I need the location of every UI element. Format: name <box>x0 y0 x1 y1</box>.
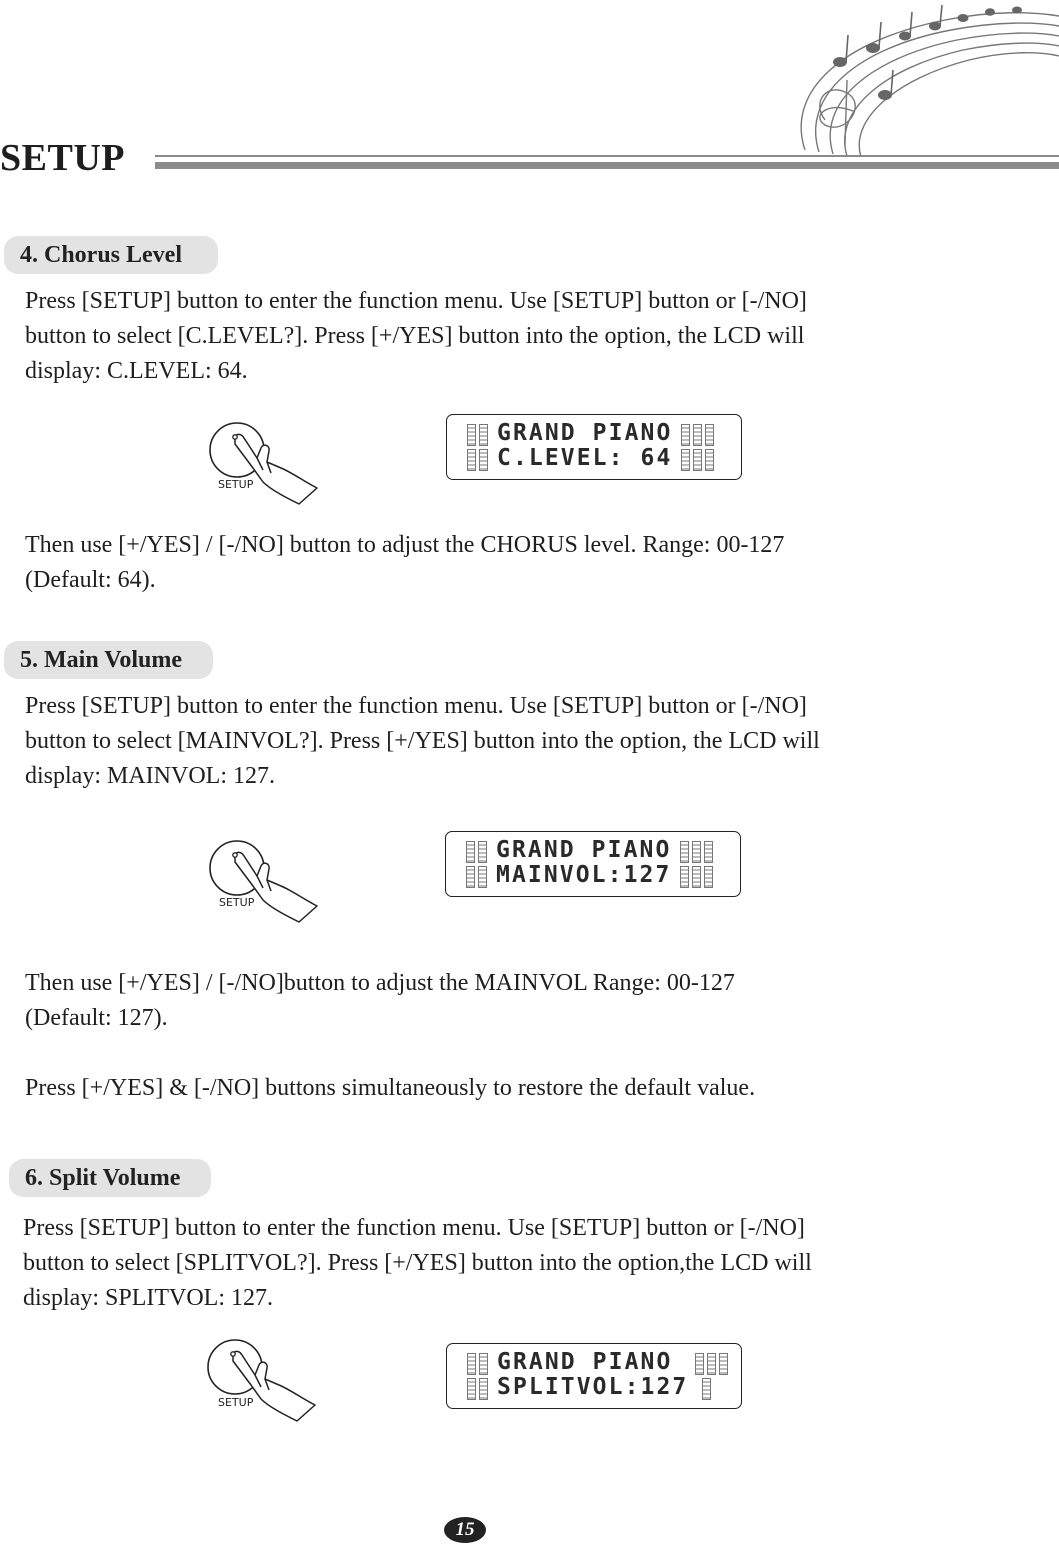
title-rule-thick <box>155 162 1059 169</box>
section-heading-split-volume: 6. Split Volume <box>9 1159 211 1197</box>
paragraph-line: Then use [+/YES] / [-/NO] button to adjust the CHORUS level. Range: 00-127 <box>25 532 785 558</box>
lcd-line-1: GRAND PIANO <box>497 1349 673 1375</box>
section-body <box>25 966 735 1036</box>
section-body <box>25 689 820 794</box>
paragraph-line: Press [SETUP] button to enter the function menu. Use [SETUP] button or [-/NO] <box>25 288 807 314</box>
lcd-cells-left <box>467 1353 488 1375</box>
lcd-cells-right <box>681 424 714 446</box>
section-heading-chorus-level: 4. Chorus Level <box>4 236 218 274</box>
lcd-line-2: C.LEVEL: 64 <box>497 445 673 471</box>
setup-button-label: SETUP <box>218 1396 254 1409</box>
lcd-cells-right <box>680 841 713 863</box>
page-number: 15 <box>444 1517 486 1543</box>
lcd-line-1: GRAND PIANO <box>497 420 673 446</box>
restore-default-note: Press [+/YES] & [-/NO] buttons simultaneously to restore the default value. <box>25 1075 756 1101</box>
section-body <box>25 284 807 389</box>
paragraph-line: display: SPLITVOL: 127. <box>23 1285 273 1311</box>
music-notes-swirl-icon <box>785 0 1059 158</box>
paragraph-line: button to select [C.LEVEL?]. Press [+/YES] button into the option, the LCD will <box>25 323 805 349</box>
page-title: SETUP <box>0 137 125 179</box>
paragraph-line: Press [SETUP] button to enter the function menu. Use [SETUP] button or [-/NO] <box>25 693 807 719</box>
section-body <box>25 528 784 598</box>
paragraph-line: button to select [MAINVOL?]. Press [+/YES] button into the option, the LCD will <box>25 728 820 754</box>
lcd-line-2: MAINVOL:127 <box>496 862 672 888</box>
lcd-cells-left <box>466 866 487 888</box>
paragraph-line: display: C.LEVEL: 64. <box>25 358 248 384</box>
lcd-cells-left <box>467 449 488 471</box>
paragraph-line: display: MAINVOL: 127. <box>25 763 275 789</box>
paragraph-line: (Default: 64). <box>25 567 156 593</box>
section-heading-main-volume: 5. Main Volume <box>4 641 213 679</box>
lcd-cells-left <box>467 1378 488 1400</box>
section-body <box>23 1211 812 1316</box>
paragraph-line: Then use [+/YES] / [-/NO]button to adjust the MAINVOL Range: 00-127 <box>25 970 735 996</box>
paragraph-line: Press [SETUP] button to enter the function menu. Use [SETUP] button or [-/NO] <box>23 1215 805 1241</box>
lcd-cells-right <box>695 1353 728 1375</box>
lcd-cells-left <box>466 841 487 863</box>
setup-button-label: SETUP <box>218 478 254 491</box>
lcd-cells-right <box>702 1378 711 1400</box>
setup-button-label: SETUP <box>219 896 255 909</box>
lcd-cells-left <box>467 424 488 446</box>
lcd-line-2: SPLITVOL:127 <box>497 1374 689 1400</box>
paragraph-line: (Default: 127). <box>25 1005 168 1031</box>
section-note <box>25 1071 755 1106</box>
lcd-cells-right <box>680 866 713 888</box>
lcd-display <box>445 831 741 897</box>
lcd-line-1: GRAND PIANO <box>496 837 672 863</box>
lcd-cells-right <box>681 449 714 471</box>
title-rule-thin <box>155 155 1059 157</box>
lcd-display <box>446 414 742 480</box>
paragraph-line: button to select [SPLITVOL?]. Press [+/YES] button into the option,the LCD will <box>23 1250 812 1276</box>
lcd-display <box>446 1343 742 1409</box>
